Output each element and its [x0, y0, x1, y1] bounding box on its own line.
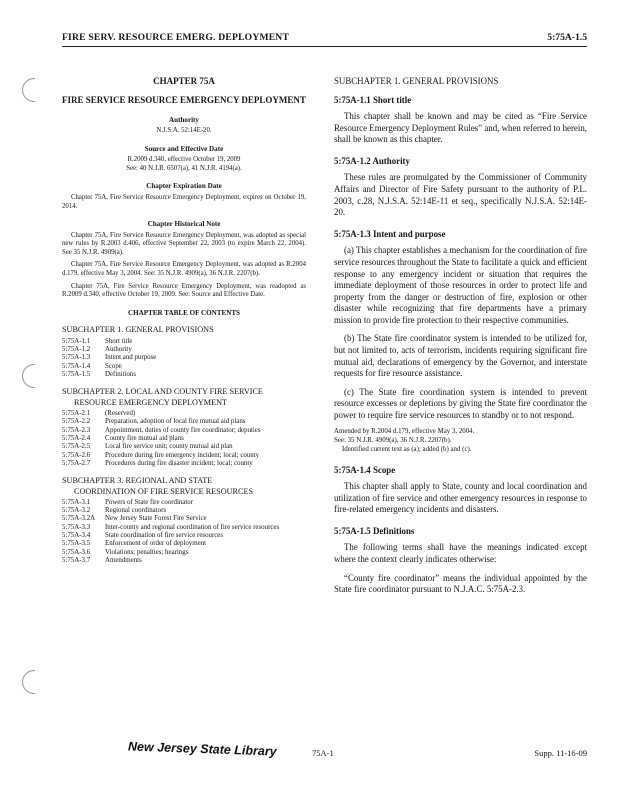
toc-entry [62, 549, 306, 557]
section-text: This chapter shall apply to State, county and local coordination and utilization of fire service and other emergency resources in response to fire-related emergency incidents and disasters. [334, 481, 587, 515]
authority-text: N.J.S.A. 52:14E-20. [156, 127, 212, 135]
toc-entry-title: County fire mutual aid plans [105, 434, 184, 442]
binder-hole-mark [22, 78, 35, 102]
toc-entry-number: 5:75A-3.4 [62, 532, 91, 540]
toc-heading: CHAPTER TABLE OF CONTENTS [127, 308, 240, 317]
toc-entry [62, 557, 306, 565]
running-header [62, 32, 587, 47]
toc-entry-title: Regional coordinators [105, 507, 167, 515]
toc-entry-title: Procedures during fire disaster incident; local; county [105, 459, 253, 467]
section-heading-definitions: 5:75A-1.5 Definitions [334, 525, 415, 536]
chapter-number: CHAPTER 75A [153, 76, 215, 86]
toc-list-3 [62, 499, 306, 566]
authority-heading: Authority [169, 115, 199, 124]
toc-entry-title: Definitions [105, 371, 137, 378]
toc-entry-number: 5:75A-2.2 [62, 418, 91, 426]
toc-entry-number: 5:75A-3.5 [62, 540, 91, 548]
toc-entry-number: 5:75A-3.3 [62, 523, 91, 531]
toc-list-1 [62, 338, 306, 380]
toc-entry [62, 452, 306, 460]
expiration-text: Chapter 75A, Fire Service Resource Emergency Deployment, expires on October 19, 2014. [62, 194, 306, 210]
toc-entry-number: 5:75A-1.2 [62, 345, 91, 353]
history-paragraph: Chapter 75A, Fire Service Resource Emergency Deployment, was readopted as R.2009 d.340, effective October 19, 2009. See: Source and Effective Date. [62, 282, 306, 299]
toc-entry [62, 354, 306, 362]
toc-entry-number: 5:75A-3.2A [62, 515, 96, 523]
toc-entry-title: New Jersey State Forest Fire Service [105, 515, 207, 523]
toc-entry-number: 5:75A-2.4 [62, 434, 91, 442]
toc-entry [62, 427, 306, 435]
amendment-line: Amended by R.2004 d.179, effective May 3, 2004. [334, 428, 475, 436]
toc-entry-title: Local fire service unit; county mutual aid plan [105, 443, 233, 451]
chapter-title: FIRE SERVICE RESOURCE EMERGENCY DEPLOYMENT [62, 94, 306, 105]
source-text-2: See: 40 N.J.R. 6507(a), 41 N.J.R. 4194(a). [126, 164, 242, 172]
toc-subchapter-3-line-2: COORDINATION OF FIRE SERVICE RESOURCES [74, 486, 254, 496]
amendment-line: Identified current text as (a); added (b) and (c). [342, 445, 472, 453]
toc-entry-title: (Reserved) [105, 409, 136, 417]
right-column [334, 76, 587, 603]
toc-entry-number: 5:75A-1.1 [62, 337, 91, 345]
toc-subchapter-1: SUBCHAPTER 1. GENERAL PROVISIONS [62, 325, 214, 335]
binder-hole-mark [22, 670, 35, 694]
section-text: This chapter shall be known and may be cited as “Fire Service Resource Emergency Deployment Rules” and, when referred to herein, shall be known as this chapter. [334, 111, 587, 145]
toc-subchapter-2-line-1: SUBCHAPTER 2. LOCAL AND COUNTY FIRE SERVICE [62, 387, 263, 397]
toc-entry-title: Intent and purpose [105, 354, 157, 362]
section-text: (b) The State fire coordinator system is intended to be utilized for, but not limited to, acts of terrorism, incidents requiring significant fire mutual aid, declarations of emergency by the Governor, and interstate requests for fire resource assistance. [334, 333, 587, 379]
section-heading-scope: 5:75A-1.4 Scope [334, 464, 396, 475]
toc-entry [62, 346, 306, 354]
section-text: The following terms shall have the meanings indicated except where the context clearly indicates otherwise: [334, 542, 587, 564]
toc-entry [62, 460, 306, 468]
toc-entry [62, 507, 306, 515]
toc-entry-number: 5:75A-1.3 [62, 354, 91, 362]
section-text: (a) This chapter establishes a mechanism for the coordination of fire service resources throughout the State to facilitate a quick and efficient response to any emergency incident or situation that requires the immediate deployment of those resources in order to protect life and property from the danger or destruction of fire, explosion or other disaster while recognizing that fire departments have a primary mission to provide fire protection to their respective communities. [334, 245, 587, 325]
toc-entry-number: 5:75A-3.6 [62, 548, 91, 556]
toc-entry [62, 443, 306, 451]
history-paragraph: Chapter 75A, Fire Service Resource Emergency Deployment, was adopted as special new rules by R.2003 d.406, effective September 22, 2003 (to expire March 22, 2004). See 35 N.J.R. 4909(a). [62, 231, 306, 256]
toc-entry-title: Violations; penalties; hearings [105, 548, 189, 556]
toc-entry [62, 435, 306, 443]
history-paragraph: Chapter 75A, Fire Service Resource Emergency Deployment, was adopted as R.2004 d.179, effective May 3, 2004. See: 35 N.J.R. 4909(a), 36 N.J.R. 2207(b). [62, 261, 306, 278]
toc-entry [62, 410, 306, 418]
toc-entry-title: Inter-county and regional coordination of fire service resources [105, 523, 280, 531]
toc-entry-title: Authority [105, 345, 132, 353]
section-heading-authority: 5:75A-1.2 Authority [334, 155, 410, 166]
toc-entry-number: 5:75A-2.3 [62, 426, 91, 434]
section-text: “County fire coordinator” means the individual appointed by the State fire coordinator pursuant to N.J.A.C. 5:75A-2.3. [334, 572, 587, 595]
toc-entry-number: 5:75A-1.5 [62, 371, 91, 378]
toc-subchapter-3-line-1: SUBCHAPTER 3. REGIONAL AND STATE [62, 476, 213, 486]
toc-entry-number: 5:75A-3.7 [62, 557, 91, 565]
toc-entry [62, 540, 306, 548]
header-section-number: 5:75A-1.5 [547, 32, 587, 43]
toc-entry [62, 338, 306, 346]
toc-entry-number: 5:75A-2.1 [62, 409, 91, 417]
amendment-note [334, 428, 587, 454]
supplement-date: Supp. 11-16-09 [534, 748, 587, 758]
header-title: FIRE SERV. RESOURCE EMERG. DEPLOYMENT [62, 32, 290, 43]
toc-subchapter-3 [62, 476, 306, 497]
toc-entry [62, 418, 306, 426]
left-column [62, 76, 306, 566]
toc-subchapter-2 [62, 387, 306, 408]
toc-entry-number: 5:75A-2.6 [62, 451, 91, 459]
toc-entry-number: 5:75A-3.1 [62, 498, 91, 506]
toc-entry-title: Scope [105, 362, 122, 370]
toc-entry-number: 5:75A-3.2 [62, 507, 91, 515]
amendment-line: See: 35 N.J.R. 4909(a), 36 N.J.R. 2207(b). [334, 437, 452, 445]
toc-entry [62, 499, 306, 507]
subchapter-heading: SUBCHAPTER 1. GENERAL PROVISIONS [334, 76, 499, 86]
toc-subchapter-2-line-2: RESOURCE EMERGENCY DEPLOYMENT [74, 397, 227, 407]
toc-entry-title: Amendments [105, 557, 142, 565]
source-heading: Source and Effective Date [144, 144, 224, 153]
toc-entry-title: Powers of State fire coordinator [105, 498, 194, 506]
toc-entry-title: State coordination of fire service resources [105, 532, 224, 540]
toc-entry-title: Procedure during fire emergency incident; local; county [105, 451, 260, 459]
toc-entry [62, 363, 306, 371]
toc-entry-number: 5:75A-2.7 [62, 459, 91, 467]
toc-entry-number: 5:75A-2.5 [62, 443, 91, 451]
library-stamp: New Jersey State Library [127, 739, 277, 759]
toc-entry-title: Enforcement of order of deployment [105, 540, 207, 548]
toc-entry-title: Preparation, adoption of local fire mutual aid plans [105, 418, 246, 426]
toc-entry [62, 524, 306, 532]
toc-entry [62, 532, 306, 540]
section-text: (c) The State fire coordination system is intended to prevent resource excesses or depletions by giving the State fire coordinator the power to require fire service resources to standby or to not respond. [334, 386, 587, 420]
section-heading-intent: 5:75A-1.3 Intent and purpose [334, 228, 446, 239]
toc-entry-title: Appointment, duties of county fire coordinator; deputies [105, 426, 261, 434]
toc-entry-number: 5:75A-1.4 [62, 362, 91, 370]
binder-hole-mark [22, 364, 35, 388]
toc-entry [62, 371, 306, 379]
history-heading: Chapter Historical Note [147, 220, 221, 229]
toc-entry [62, 515, 306, 523]
toc-list-2 [62, 410, 306, 468]
source-text-1: R.2009 d.340, effective October 19, 2009 [127, 156, 241, 164]
page-number: 75A-1 [312, 748, 334, 758]
section-text: These rules are promulgated by the Commissioner of Community Affairs and Director of Fire Safety pursuant to the authority of P.L. 2003, c.28, N.J.S.A. 52:14E-11 et seq., specifically N.J.S.A. 52:14E-20. [334, 172, 587, 218]
expiration-heading: Chapter Expiration Date [146, 182, 222, 191]
section-heading-short-title: 5:75A-1.1 Short title [334, 94, 412, 105]
toc-entry-title: Short title [105, 337, 133, 345]
